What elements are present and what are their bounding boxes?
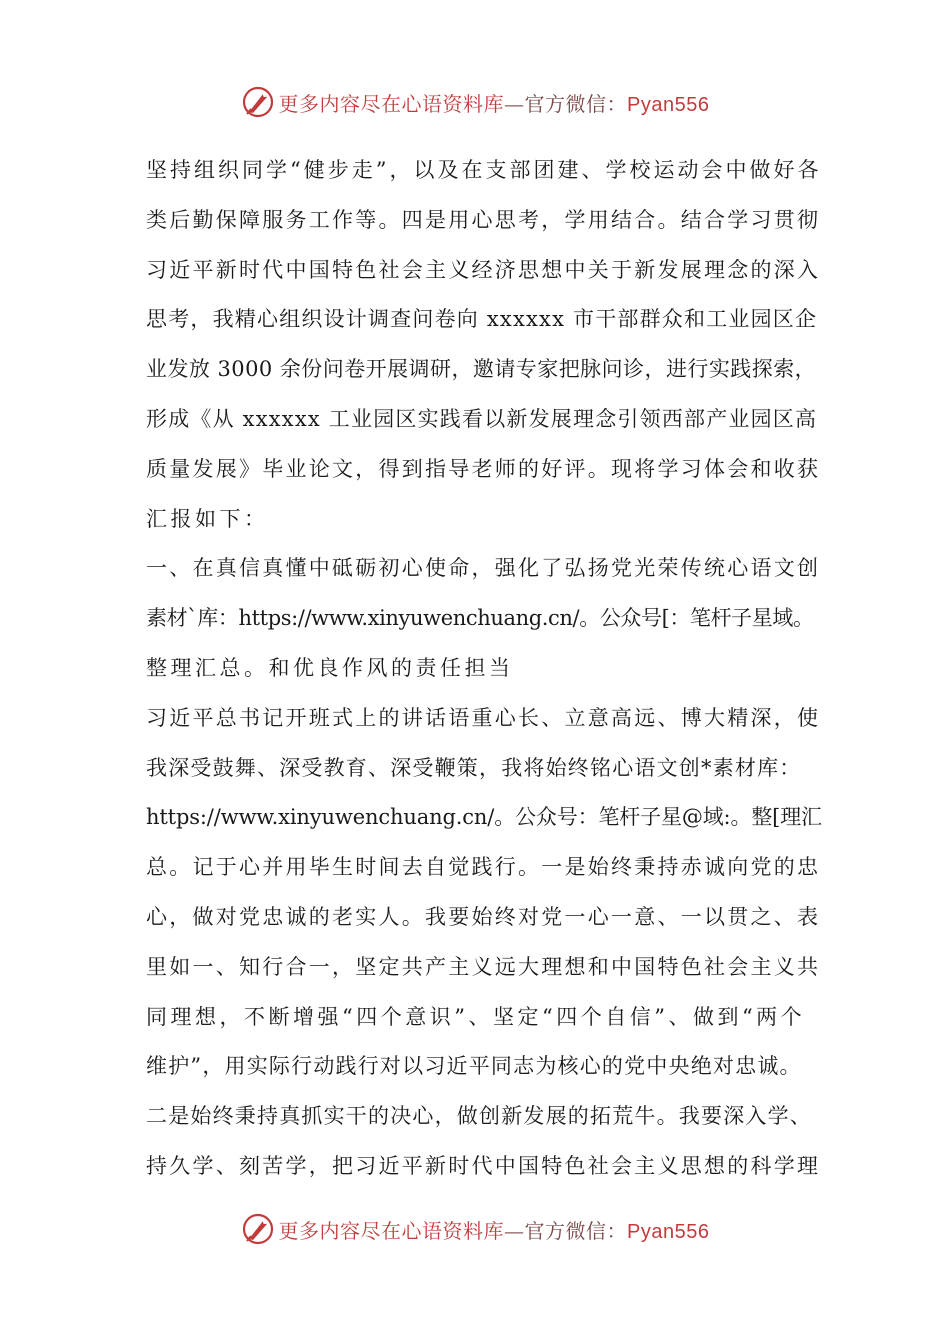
banner-wechat-id: Pyan556 bbox=[627, 1220, 710, 1243]
text-line: 同理想，不断增强“四个意识”、坚定“四个自信”、做到“两个 bbox=[146, 1004, 806, 1029]
text-line: 一、在真信真懂中砥砺初心使命，强化了弘扬党光荣传统心语文创 bbox=[146, 556, 821, 581]
text-line: 汇报如下： bbox=[146, 506, 269, 531]
text-line: 坚持组织同学“健步走”，以及在支部团建、学校运动会中做好各 bbox=[146, 158, 822, 182]
text-line: 二是始终秉持真抓实干的决心，做创新发展的拓荒牛。我要深入学、 bbox=[146, 1104, 812, 1129]
text-line: 心，做对党忠诚的老实人。我要始终对党一心一意、一以贯之、表 bbox=[146, 904, 821, 929]
text-line: 习近平总书记开班式上的讲话语重心长、立意高远、博大精深，使 bbox=[146, 705, 821, 730]
text-line: 形成《从 xxxxxx 工业园区实践看以新发展理念引领西部产业园区高 bbox=[146, 406, 818, 431]
text-line: 质量发展》毕业论文，得到指导老师的好评。现将学习体会和收获 bbox=[146, 456, 821, 481]
text-line: 维护”，用实际行动践行对以习近平同志为核心的党中央绝对忠诚。 bbox=[146, 1054, 802, 1079]
banner-official-label: 官方微信： bbox=[524, 1218, 628, 1243]
banner-text bbox=[279, 1215, 710, 1244]
text-line: 我深受鼓舞、深受教育、深受鞭策，我将始终铭心语文创*素材库： bbox=[146, 755, 802, 780]
pen-nib-logo-icon bbox=[241, 85, 275, 119]
banner-main-text: 更多内容尽在心语资料库 bbox=[278, 1218, 505, 1243]
text-line: 素材`库：https://www.xinyuwenchuang.cn/。公众号[：笔杆子星域。 bbox=[146, 606, 814, 631]
text-line: 持久学、刻苦学，把习近平新时代中国特色社会主义思想的科学理 bbox=[146, 1153, 821, 1178]
text-line: 类后勤保障服务工作等。四是用心思考，学用结合。结合学习贯彻 bbox=[146, 207, 821, 232]
footer-banner bbox=[0, 1209, 950, 1249]
document-body bbox=[146, 146, 822, 1192]
pen-nib-logo-icon bbox=[241, 1212, 275, 1246]
banner-wechat-id: Pyan556 bbox=[627, 93, 710, 116]
text-line: 业发放 3000 余份问卷开展调研，邀请专家把脉问诊，进行实践探索， bbox=[146, 357, 817, 382]
text-line: 总。记于心并用毕生时间去自觉践行。一是始终秉持赤诚向党的忠 bbox=[146, 855, 821, 880]
text-line: 里如一、知行合一，坚定共产主义远大理想和中国特色社会主义共 bbox=[146, 954, 821, 979]
text-line: https://www.xinyuwenchuang.cn/。公众号：笔杆子星@域:。整[理汇 bbox=[146, 805, 822, 830]
text-line: 整理汇总。和优良作风的责任担当 bbox=[146, 655, 514, 680]
banner-text bbox=[279, 88, 710, 117]
banner-dash: — bbox=[504, 1218, 525, 1243]
text-line: 思考，我精心组织设计调查问卷向 xxxxxx 市干部群众和工业园区企 bbox=[146, 307, 818, 332]
text-line: 习近平新时代中国特色社会主义经济思想中关于新发展理念的深入 bbox=[146, 257, 821, 282]
banner-dash: — bbox=[504, 91, 525, 116]
banner-official-label: 官方微信： bbox=[524, 91, 628, 116]
banner-main-text: 更多内容尽在心语资料库 bbox=[278, 91, 505, 116]
header-banner bbox=[0, 82, 950, 122]
